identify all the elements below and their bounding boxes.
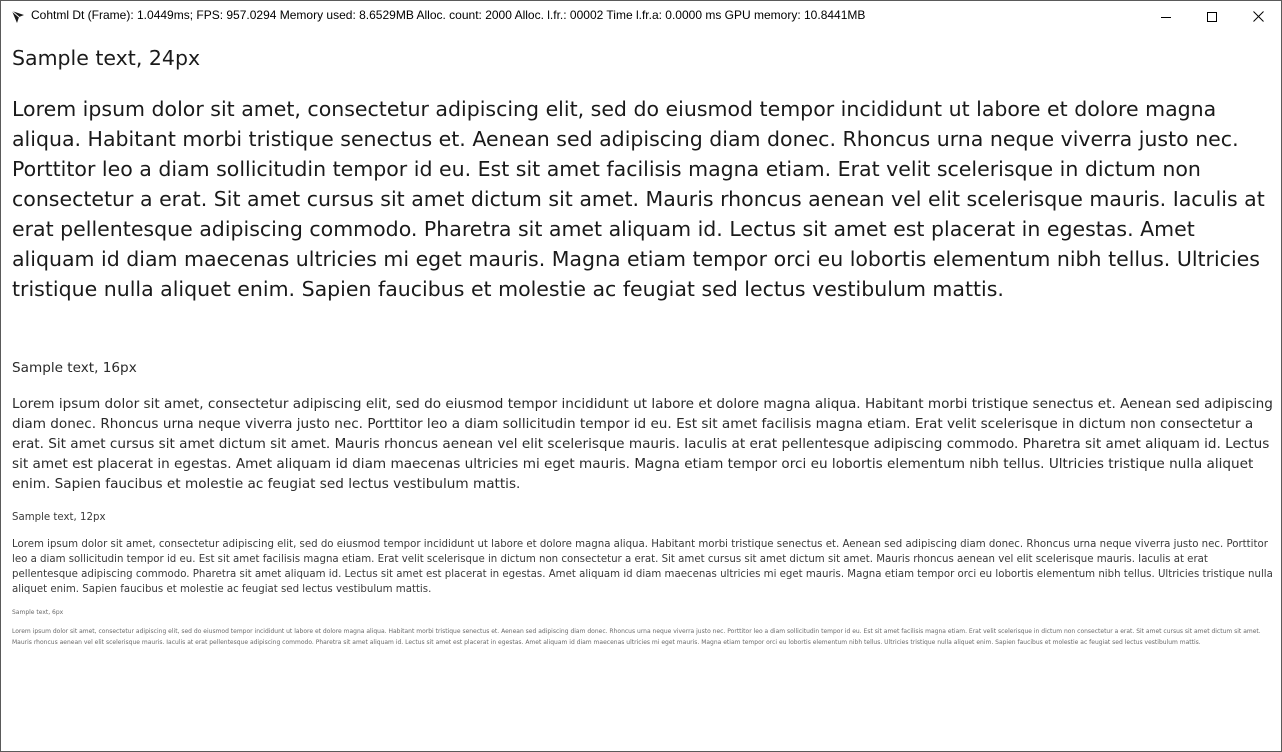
sample-heading-24px: Sample text, 24px [12, 46, 201, 70]
minimize-button[interactable] [1143, 1, 1189, 31]
close-button[interactable] [1235, 1, 1281, 31]
sample-heading-6px: Sample text, 6px [12, 609, 64, 616]
close-icon [1253, 7, 1264, 26]
window-title: Cohtml Dt (Frame): 1.0449ms; FPS: 957.0294 Memory used: 8.6529MB Alloc. count: 2000 Alloc. l.fr.: 00002 Time l.fr.a: 0.0000 ms GPU memory: 10.8441MB [31, 8, 866, 22]
maximize-button[interactable] [1189, 1, 1235, 31]
minimize-icon [1161, 7, 1171, 26]
sample-paragraph-12px: Lorem ipsum dolor sit amet, consectetur adipiscing elit, sed do eiusmod tempor incididunt ut labore et dolore magna aliqua. Habitant morbi tristique senectus et. Aenean sed adipiscing diam donec. Rhoncus urna neque viverra justo nec. Porttitor leo a diam sollicitudin tempor id eu. Est sit amet facilisis magna etiam. Erat velit scelerisque in dictum non consectetur a erat. Sit amet cursus sit amet dictum sit amet. Mauris rhoncus aenean vel elit scelerisque mauris. Iaculis at erat pellentesque adipiscing commodo. Pharetra sit amet aliquam id. Lectus sit amet est placerat in egestas. Amet aliquam id diam maecenas ultricies mi eget mauris. Magna etiam tempor orci eu lobortis elementum nibh tellus. Ultricies tristique nulla aliquet enim. Sapien faucibus et molestie ac feugiat sed lectus vestibulum mattis. [12, 539, 1273, 595]
sample-heading-12px: Sample text, 12px [12, 512, 106, 523]
sample-paragraph-6px: Lorem ipsum dolor sit amet, consectetur adipiscing elit, sed do eiusmod tempor incididunt ut labore et dolore magna aliqua. Habitant morbi tristique senectus et. Aenean sed adipiscing diam donec. Rhoncus urna neque viverra justo nec. Porttitor leo a diam sollicitudin tempor id eu. Est sit amet facilisis magna etiam. Erat velit scelerisque in dictum non consectetur a erat. Sit amet cursus sit amet dictum sit amet. Mauris rhoncus aenean vel elit scelerisque mauris. Iaculis at erat pellentesque adipiscing commodo. Pharetra sit amet aliquam id. Lectus sit amet est placerat in egestas. Amet aliquam id diam maecenas ultricies mi eget mauris. Magna etiam tempor orci eu lobortis elementum nibh tellus. Ultricies tristique nulla aliquet enim. Sapien faucibus et molestie ac feugiat sed lectus vestibulum mattis. [12, 628, 1261, 646]
title-bar[interactable] [1, 1, 1281, 31]
app-arrow-icon [11, 9, 25, 23]
sample-paragraph-24px: Lorem ipsum dolor sit amet, consectetur adipiscing elit, sed do eiusmod tempor incididunt ut labore et dolore magna aliqua. Habitant morbi tristique senectus et. Aenean sed adipiscing diam donec. Rhoncus urna neque viverra justo nec. Porttitor leo a diam sollicitudin tempor id eu. Est sit amet facilisis magna etiam. Erat velit scelerisque in dictum non consectetur a erat. Sit amet cursus sit amet dictum sit amet. Mauris rhoncus aenean vel elit scelerisque mauris. Iaculis at erat pellentesque adipiscing commodo. Pharetra sit amet aliquam id. Lectus sit amet est placerat in egestas. Amet aliquam id diam maecenas ultricies mi eget mauris. Magna etiam tempor orci eu lobortis elementum nibh tellus. Ultricies tristique nulla aliquet enim. Sapien faucibus et molestie ac feugiat sed lectus vestibulum mattis. [12, 97, 1265, 301]
maximize-icon [1207, 7, 1217, 26]
sample-paragraph-16px: Lorem ipsum dolor sit amet, consectetur adipiscing elit, sed do eiusmod tempor incididunt ut labore et dolore magna aliqua. Habitant morbi tristique senectus et. Aenean sed adipiscing diam donec. Rhoncus urna neque viverra justo nec. Porttitor leo a diam sollicitudin tempor id eu. Est sit amet facilisis magna etiam. Erat velit scelerisque in dictum non consectetur a erat. Sit amet cursus sit amet dictum sit amet. Mauris rhoncus aenean vel elit scelerisque mauris. Iaculis at erat pellentesque adipiscing commodo. Pharetra sit amet aliquam id. Lectus sit amet est placerat in egestas. Amet aliquam id diam maecenas ultricies mi eget mauris. Magna etiam tempor orci eu lobortis elementum nibh tellus. Ultricies tristique nulla aliquet enim. Sapien faucibus et molestie ac feugiat sed lectus vestibulum mattis. [12, 396, 1273, 492]
sample-heading-16px: Sample text, 16px [12, 360, 137, 376]
